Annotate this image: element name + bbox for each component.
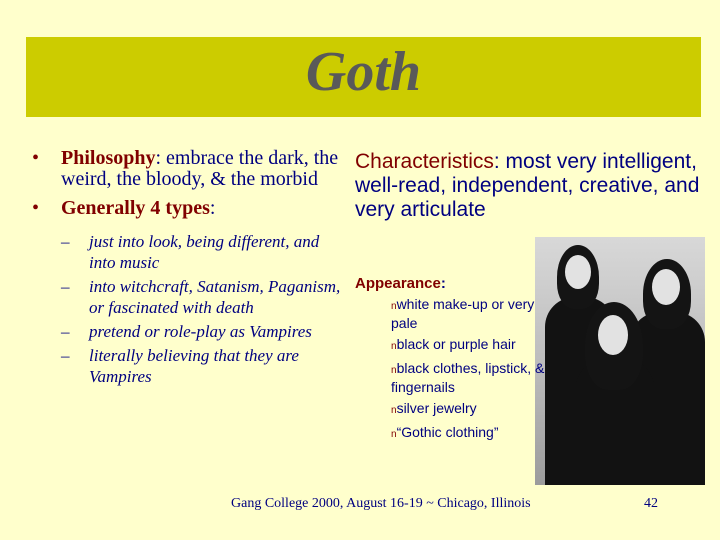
sub-item bbox=[61, 276, 348, 318]
appearance-item bbox=[391, 296, 555, 331]
sub-item-text: into witchcraft, Satanism, Paganism, or fascinated with death bbox=[89, 277, 341, 317]
appearance-colon: : bbox=[440, 275, 446, 292]
characteristics-text bbox=[355, 150, 705, 222]
appearance-item-text: “Gothic clothing” bbox=[396, 424, 499, 440]
appearance-item-text: black clothes, lipstick, & fingernails bbox=[391, 360, 545, 395]
appearance-item-text: white make-up or very pale bbox=[391, 296, 535, 331]
sub-list bbox=[61, 231, 348, 387]
characteristics-body: : most very intelligent, well-read, independent, creative, and very articulate bbox=[355, 150, 700, 221]
dash-icon: – bbox=[61, 346, 70, 365]
bullet-term: Philosophy bbox=[61, 147, 156, 169]
square-bullet-icon: n bbox=[391, 365, 397, 376]
square-bullet-icon: n bbox=[391, 341, 397, 352]
appearance-list bbox=[391, 296, 555, 443]
sub-item bbox=[61, 321, 348, 342]
square-bullet-icon: n bbox=[391, 405, 397, 416]
appearance-item bbox=[391, 360, 555, 395]
appearance-item bbox=[391, 424, 555, 443]
sub-item-text: pretend or role-play as Vampires bbox=[89, 322, 312, 341]
goth-photo bbox=[535, 237, 705, 485]
bullet-text: : embrace the dark, the weird, the bloody, & the morbid bbox=[61, 147, 339, 190]
sub-item-text: just into look, being different, and into music bbox=[89, 232, 320, 272]
bullet-term: Generally 4 types bbox=[61, 197, 210, 219]
appearance-item-text: silver jewelry bbox=[396, 400, 477, 416]
square-bullet-icon: n bbox=[391, 429, 397, 440]
appearance-section bbox=[355, 275, 555, 448]
page-number: 42 bbox=[644, 496, 658, 511]
bullet-philosophy bbox=[28, 148, 348, 190]
appearance-item bbox=[391, 400, 555, 419]
figure-left-face bbox=[565, 255, 591, 289]
bullet-text: : bbox=[209, 197, 216, 219]
dash-icon: – bbox=[61, 322, 70, 341]
bullet-types bbox=[28, 198, 348, 219]
right-column bbox=[355, 150, 705, 222]
dash-icon: – bbox=[61, 277, 70, 296]
dash-icon: – bbox=[61, 232, 70, 251]
bullet-dot-icon: • bbox=[32, 197, 40, 219]
appearance-label bbox=[355, 275, 555, 292]
square-bullet-icon: n bbox=[391, 301, 397, 312]
sub-item-text: literally believing that they are Vampires bbox=[89, 346, 299, 386]
appearance-item-text: black or purple hair bbox=[396, 336, 516, 352]
figure-right-face bbox=[652, 269, 680, 305]
slide-title: Goth bbox=[305, 41, 422, 103]
appearance-label-text: Appearance bbox=[355, 275, 441, 292]
sub-item bbox=[61, 231, 348, 273]
appearance-item bbox=[391, 336, 555, 355]
slide-footer: Gang College 2000, August 16-19 ~ Chicago, Illinois bbox=[231, 496, 531, 511]
left-column bbox=[28, 148, 348, 390]
bullet-dot-icon: • bbox=[32, 147, 40, 169]
characteristics-term: Characteristics bbox=[355, 150, 494, 173]
sub-item bbox=[61, 345, 348, 387]
figure-center-face bbox=[598, 315, 628, 355]
